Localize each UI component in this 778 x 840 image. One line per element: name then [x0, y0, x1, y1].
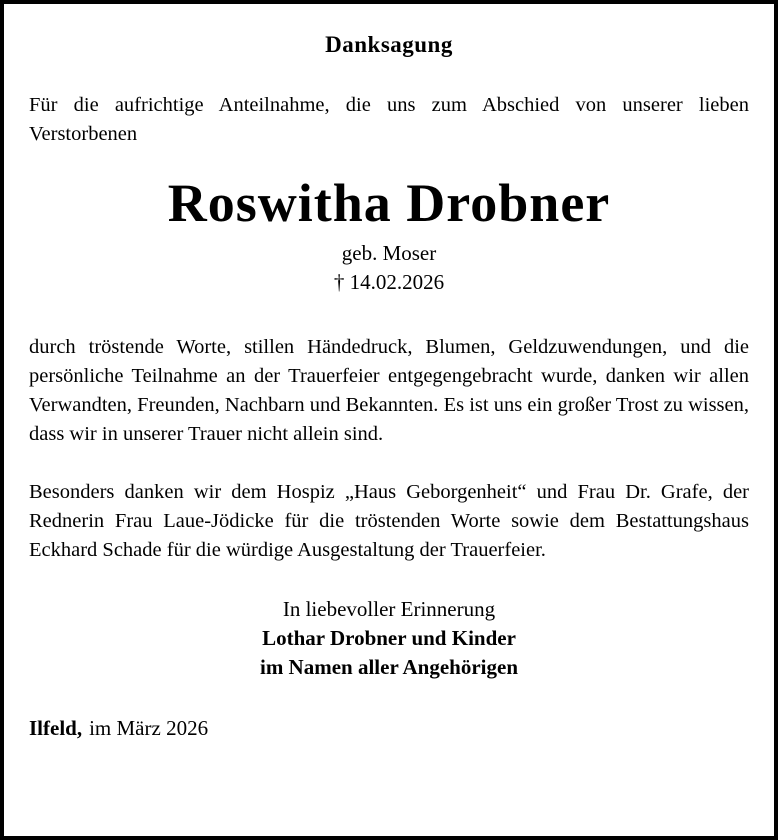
place-date-line [29, 714, 749, 743]
intro-text: Für die aufrichtige Anteilnahme, die uns zum Abschied von unserer lieben Verstorbenen [29, 94, 749, 145]
closing-line-family: Lothar Drobner und Kinder [262, 626, 516, 650]
special-thanks-paragraph: Besonders danken wir dem Hospiz „Haus Geborgenheit“ und Frau Dr. Grafe, der Rednerin Frau Laue-Jödicke für die tröstenden Worte sowie dem Bestattungshaus Eckhard Schade für die würdige Ausgestaltung der Trauerfeier. [29, 481, 749, 561]
notice-title: Danksagung [325, 32, 453, 57]
death-date: † 14.02.2026 [333, 270, 445, 294]
notice-date: im März 2026 [89, 716, 209, 740]
closing-line-memory: In liebevoller Erinnerung [282, 597, 496, 621]
birth-name: geb. Moser [341, 241, 437, 265]
thanks-paragraph: durch tröstende Worte, stillen Händedruck, Blumen, Geldzuwendungen, und die persönliche Teilnahme an der Trauerfeier entgegengebracht wurde, danken wir allen Verwandten, Freunden, Nachbarn und Bekannten. Es ist uns ein großer Trost zu wissen, dass wir in unserer Trauer nicht allein sind. [29, 336, 749, 445]
closing-block [29, 595, 749, 682]
place-name: Ilfeld, [29, 716, 83, 740]
closing-line-behalf: im Namen aller Angehörigen [259, 655, 518, 679]
deceased-block [29, 175, 749, 297]
deceased-name: Roswitha Drobner [167, 173, 611, 233]
